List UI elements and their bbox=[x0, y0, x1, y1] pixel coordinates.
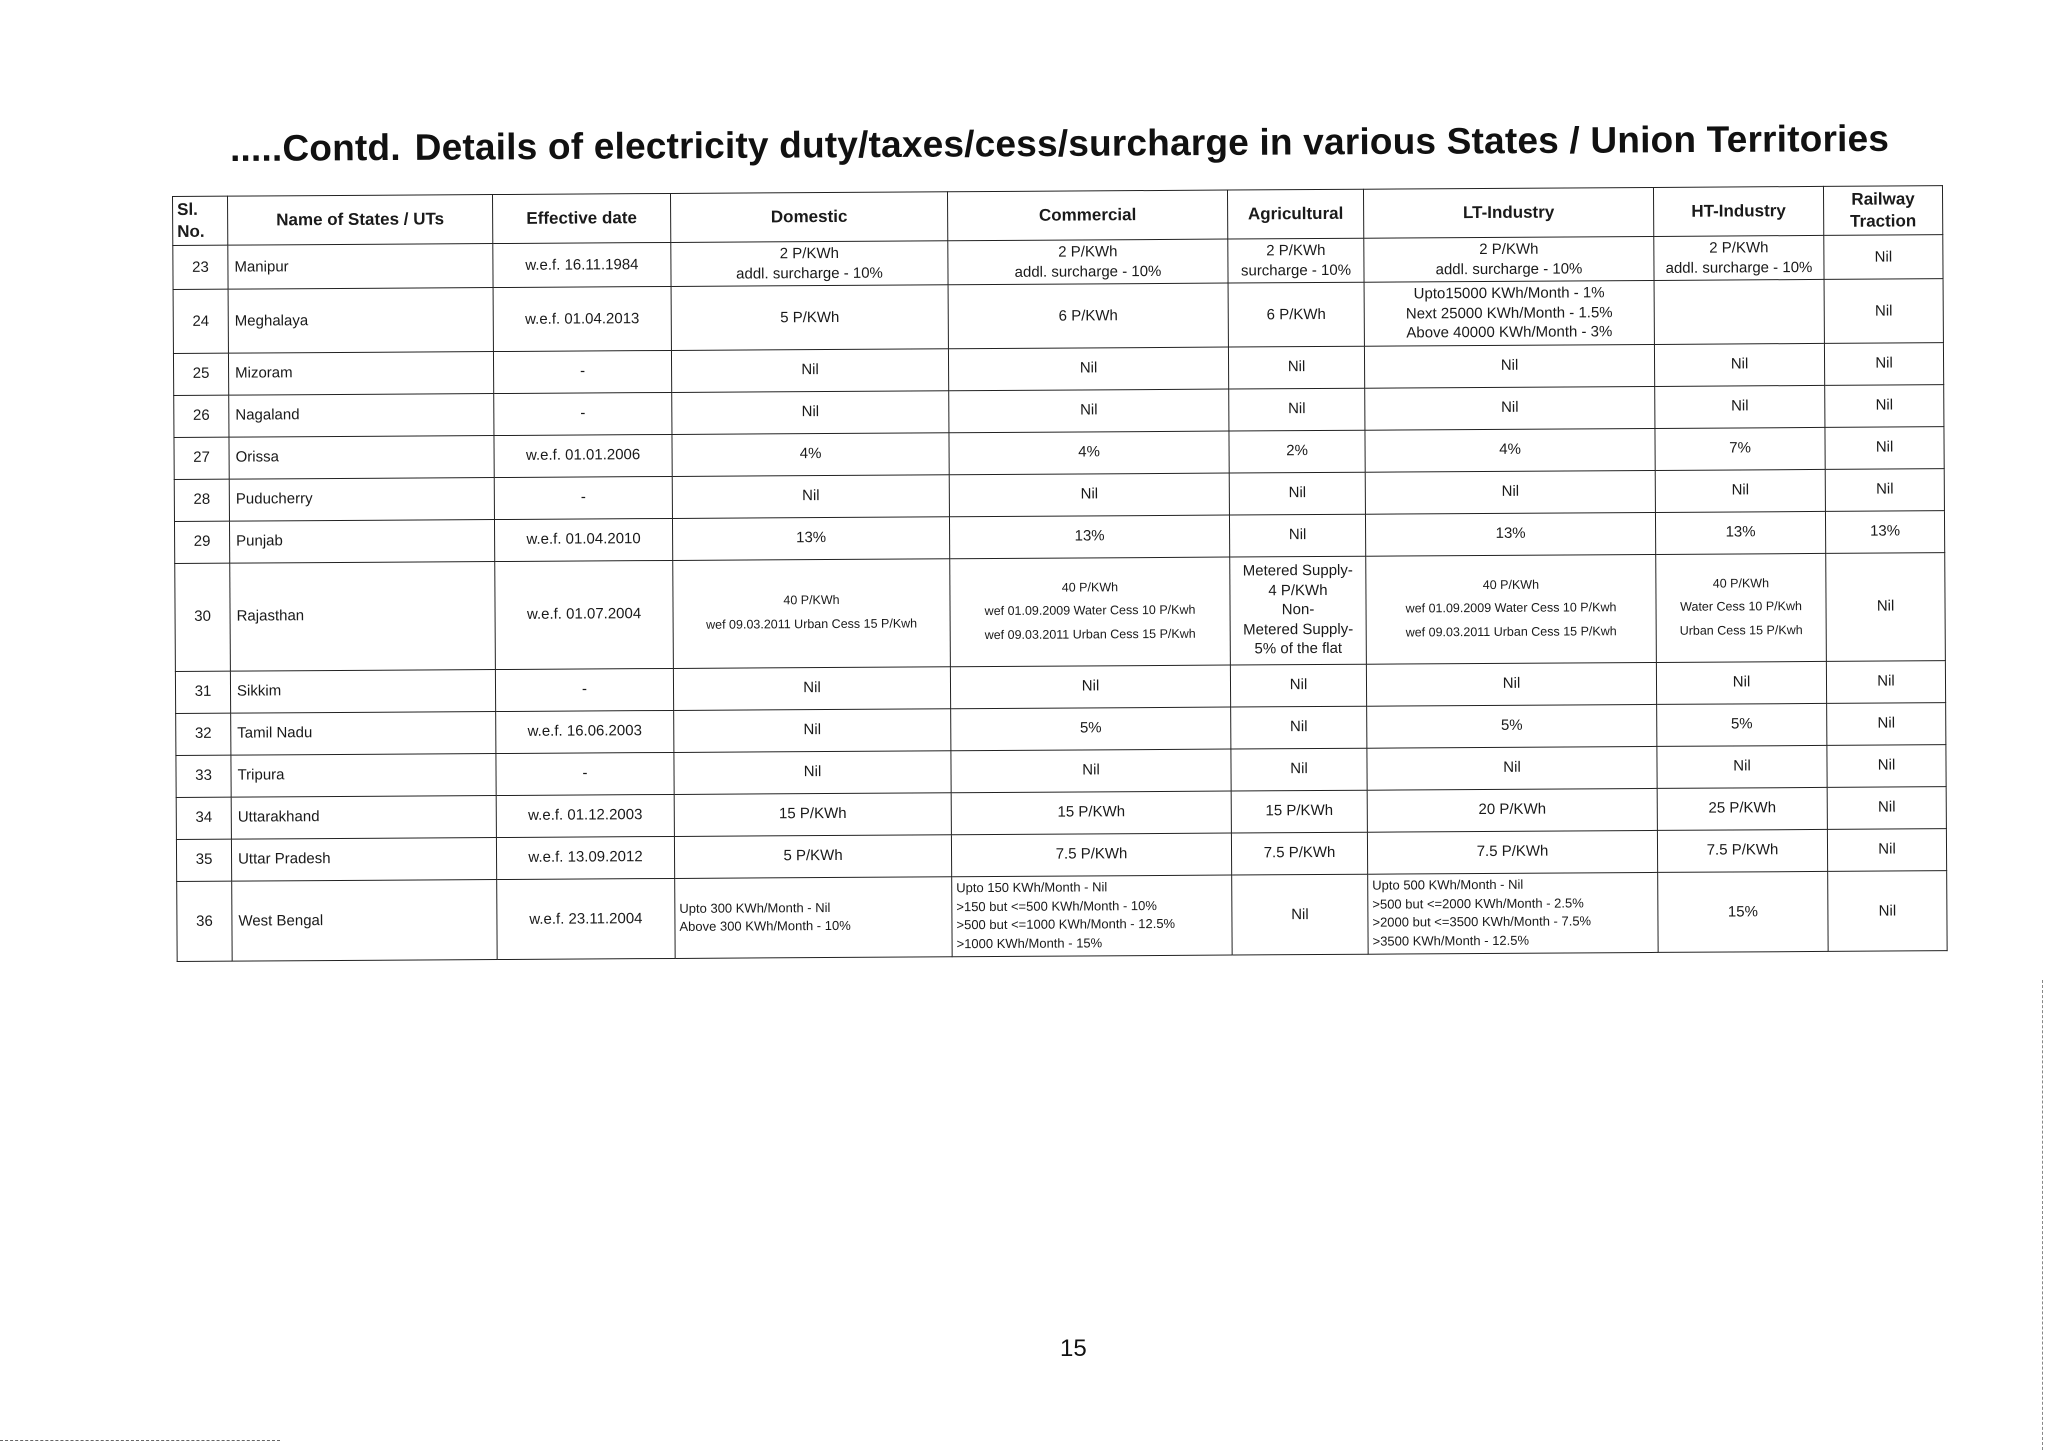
cell-commercial bbox=[952, 875, 1232, 957]
cell-railway bbox=[1824, 342, 1943, 385]
cell-agricultural bbox=[1231, 706, 1367, 749]
cell-line: 2 P/KWh bbox=[779, 245, 840, 263]
duty-table-container bbox=[172, 185, 1947, 962]
cell-line: 40 P/KWh bbox=[1712, 575, 1770, 591]
cell-effective-date: - bbox=[494, 392, 672, 435]
cell-line: 13% bbox=[796, 529, 827, 547]
cell-lt-industry bbox=[1365, 512, 1655, 556]
cell-line: wef 01.09.2009 Water Cess 10 P/Kwh bbox=[1405, 600, 1617, 616]
cell-line: Nil bbox=[1501, 483, 1520, 501]
cell-railway bbox=[1825, 426, 1944, 469]
cell-agricultural bbox=[1228, 282, 1364, 346]
cell-line: 15 P/KWh bbox=[1265, 802, 1334, 820]
cell-lt-industry bbox=[1365, 470, 1655, 514]
duty-table bbox=[172, 185, 1948, 962]
cell-line: Non- bbox=[1281, 601, 1315, 619]
cell-state: Punjab bbox=[229, 519, 494, 563]
cell-line: Nil bbox=[801, 361, 819, 379]
cell-domestic bbox=[673, 666, 950, 710]
table-body bbox=[173, 235, 1947, 962]
cell-agricultural bbox=[1228, 238, 1364, 283]
cell-railway bbox=[1825, 384, 1944, 427]
cell-line: 5% bbox=[1079, 719, 1102, 737]
cell-line: Nil bbox=[803, 679, 821, 697]
cell-ht-industry bbox=[1656, 661, 1826, 704]
cell-state: Meghalaya bbox=[228, 288, 493, 353]
cell-ht-industry bbox=[1655, 427, 1825, 470]
cell-lt-industry bbox=[1366, 554, 1657, 664]
header-lt-industry: LT-Industry bbox=[1363, 187, 1653, 238]
cell-ht-industry bbox=[1654, 280, 1824, 345]
cell-line: 15% bbox=[1727, 902, 1758, 921]
table-row bbox=[173, 279, 1943, 353]
cell-line: Nil bbox=[803, 721, 822, 739]
cell-line: 6 P/KWh bbox=[1058, 306, 1118, 325]
cell-line: 4% bbox=[1078, 443, 1100, 461]
cell-commercial bbox=[950, 665, 1230, 709]
cell-line: Nil bbox=[1875, 354, 1893, 373]
cell-line: 5% bbox=[1500, 717, 1523, 735]
cell-line: 2 P/KWh bbox=[1479, 240, 1539, 259]
cell-line: 7.5 P/KWh bbox=[1706, 841, 1779, 860]
cell-domestic bbox=[674, 792, 951, 836]
cell-domestic bbox=[671, 285, 948, 350]
cell-domestic bbox=[672, 516, 949, 560]
cell-line: 40 P/KWh bbox=[1482, 577, 1540, 592]
cell-sl-no: 34 bbox=[176, 797, 231, 839]
cell-domestic bbox=[675, 876, 952, 958]
cell-line: 4% bbox=[1499, 441, 1521, 459]
cell-lt-industry bbox=[1367, 704, 1657, 748]
cell-railway bbox=[1825, 510, 1944, 553]
table-row bbox=[177, 870, 1947, 961]
cell-line: wef 09.03.2011 Urban Cess 15 P/Kwh bbox=[1405, 624, 1617, 640]
cell-line: Nil bbox=[803, 763, 822, 781]
cell-sl-no: 27 bbox=[174, 437, 229, 479]
cell-line: 15 P/KWh bbox=[1057, 803, 1126, 822]
cell-agricultural bbox=[1228, 346, 1364, 389]
cell-state: Sikkim bbox=[230, 669, 495, 713]
cell-lt-industry bbox=[1365, 386, 1655, 430]
cell-line: Nil bbox=[1502, 675, 1521, 693]
cell-line: 4 P/KWh bbox=[1268, 581, 1328, 600]
cell-ht-industry bbox=[1655, 469, 1825, 512]
cell-commercial bbox=[949, 431, 1229, 475]
header-commercial: Commercial bbox=[947, 190, 1227, 241]
cell-commercial bbox=[951, 791, 1231, 835]
cell-agricultural bbox=[1232, 874, 1368, 955]
cell-line: Nil bbox=[801, 403, 820, 421]
cell-line: 7.5 P/KWh bbox=[1263, 844, 1336, 862]
cell-line: Upto 500 KWh/Month - Nil bbox=[1372, 876, 1524, 893]
cell-line: Nil bbox=[1289, 718, 1308, 736]
cell-line: Nil bbox=[1877, 756, 1896, 775]
cell-line: 13% bbox=[1495, 525, 1526, 543]
page-title bbox=[230, 118, 1890, 170]
cell-effective-date: w.e.f. 01.01.2006 bbox=[494, 434, 672, 477]
cell-line: >500 but <=2000 KWh/Month - 2.5% bbox=[1372, 894, 1584, 912]
cell-effective-date: w.e.f. 16.06.2003 bbox=[496, 710, 674, 753]
cell-lt-industry bbox=[1367, 746, 1657, 790]
cell-line: addl. surcharge - 10% bbox=[1014, 262, 1162, 281]
cell-commercial bbox=[950, 557, 1231, 667]
cell-ht-industry bbox=[1657, 787, 1827, 830]
cell-sl-no: 24 bbox=[173, 289, 228, 353]
cell-lt-industry bbox=[1364, 237, 1654, 283]
cell-line: Above 40000 KWh/Month - 3% bbox=[1406, 323, 1613, 342]
cell-lt-industry bbox=[1367, 788, 1657, 832]
cell-effective-date: - bbox=[496, 752, 674, 795]
cell-line: >500 but <=1000 KWh/Month - 12.5% bbox=[956, 916, 1176, 933]
cell-sl-no: 23 bbox=[173, 245, 228, 289]
scan-edge-right bbox=[2042, 980, 2043, 1450]
cell-line: Upto15000 KWh/Month - 1% bbox=[1413, 284, 1605, 303]
cell-line: 15 P/KWh bbox=[778, 805, 847, 823]
cell-lt-industry bbox=[1364, 344, 1654, 388]
cell-line: 13% bbox=[1870, 522, 1901, 541]
cell-line: wef 09.03.2011 Urban Cess 15 P/Kwh bbox=[706, 616, 918, 632]
cell-line: Next 25000 KWh/Month - 1.5% bbox=[1405, 303, 1613, 323]
cell-sl-no: 25 bbox=[173, 353, 228, 395]
cell-railway bbox=[1825, 468, 1944, 511]
cell-line: Nil bbox=[1289, 676, 1308, 694]
header-effective-date: Effective date bbox=[492, 193, 670, 243]
cell-railway bbox=[1827, 786, 1946, 829]
cell-line: Above 300 KWh/Month - 10% bbox=[679, 918, 851, 935]
cell-line: Nil bbox=[1875, 396, 1894, 415]
cell-agricultural bbox=[1231, 748, 1367, 791]
cell-line: Nil bbox=[1878, 840, 1896, 859]
cell-line: 40 P/KWh bbox=[783, 593, 840, 608]
cell-line: Nil bbox=[1081, 677, 1100, 695]
cell-line: 7% bbox=[1729, 439, 1751, 457]
cell-line: 5 P/KWh bbox=[780, 308, 840, 326]
title-text: Details of electricity duty/taxes/cess/surcharge in various States / Union Territories bbox=[414, 117, 1890, 168]
cell-state: Tripura bbox=[231, 753, 496, 797]
cell-state: Nagaland bbox=[229, 393, 494, 437]
cell-line: Nil bbox=[1876, 480, 1894, 499]
cell-agricultural bbox=[1229, 430, 1365, 473]
cell-sl-no: 36 bbox=[177, 881, 232, 962]
cell-line: >150 but <=500 KWh/Month - 10% bbox=[956, 897, 1157, 914]
cell-line: Metered Supply- bbox=[1242, 562, 1353, 580]
cell-line: Nil bbox=[1877, 714, 1896, 733]
cell-line: wef 01.09.2009 Water Cess 10 P/Kwh bbox=[984, 603, 1196, 619]
cell-railway bbox=[1824, 235, 1943, 280]
cell-state: Uttar Pradesh bbox=[231, 837, 496, 881]
cell-line: addl. surcharge - 10% bbox=[736, 264, 883, 283]
cell-effective-date: - bbox=[493, 350, 671, 393]
cell-commercial bbox=[948, 283, 1228, 348]
cell-commercial bbox=[951, 749, 1231, 793]
cell-line: 5% of the flat bbox=[1254, 640, 1343, 658]
cell-line: wef 09.03.2011 Urban Cess 15 P/Kwh bbox=[984, 626, 1196, 643]
header-state: Name of States / UTs bbox=[228, 195, 493, 246]
cell-line: Upto 300 KWh/Month - Nil bbox=[679, 899, 831, 916]
cell-line: Nil bbox=[1082, 761, 1100, 779]
cell-line: Nil bbox=[1874, 302, 1893, 320]
cell-commercial bbox=[949, 515, 1229, 559]
cell-effective-date: w.e.f. 01.12.2003 bbox=[496, 794, 674, 837]
cell-effective-date: - bbox=[495, 668, 673, 711]
cell-railway bbox=[1826, 660, 1945, 703]
cell-domestic bbox=[672, 390, 949, 434]
cell-lt-industry bbox=[1368, 872, 1658, 954]
cell-line: Nil bbox=[1500, 357, 1519, 375]
cell-railway bbox=[1826, 552, 1946, 661]
cell-state: Puducherry bbox=[229, 477, 494, 521]
cell-ht-industry bbox=[1657, 703, 1827, 746]
cell-line: Water Cess 10 P/Kwh bbox=[1680, 599, 1802, 615]
cell-line: Nil bbox=[1731, 481, 1750, 499]
cell-line: Nil bbox=[1080, 485, 1099, 503]
cell-state: Manipur bbox=[228, 244, 493, 290]
cell-line: Nil bbox=[1732, 673, 1751, 691]
table-row bbox=[175, 552, 1946, 671]
cell-line: Nil bbox=[1731, 397, 1749, 415]
cell-line: addl. surcharge - 10% bbox=[1665, 258, 1813, 277]
cell-line: 20 P/KWh bbox=[1478, 801, 1547, 819]
cell-agricultural bbox=[1230, 556, 1367, 665]
cell-ht-industry bbox=[1654, 343, 1824, 386]
cell-line: Nil bbox=[1876, 597, 1895, 616]
cell-state: Rajasthan bbox=[230, 561, 496, 671]
cell-state: Orissa bbox=[229, 435, 494, 479]
cell-domestic bbox=[671, 348, 948, 392]
cell-line: 7.5 P/KWh bbox=[1055, 845, 1128, 864]
cell-agricultural bbox=[1229, 514, 1365, 557]
cell-ht-industry bbox=[1657, 745, 1827, 788]
cell-line: 25 P/KWh bbox=[1708, 799, 1777, 818]
cell-line: Urban Cess 15 P/Kwh bbox=[1679, 623, 1803, 638]
cell-commercial bbox=[951, 833, 1231, 877]
cell-domestic bbox=[674, 708, 951, 752]
cell-commercial bbox=[948, 347, 1228, 391]
cell-line: 2% bbox=[1286, 442, 1308, 460]
scan-edge-bottom bbox=[0, 1440, 280, 1441]
cell-effective-date: - bbox=[494, 476, 672, 519]
cell-lt-industry bbox=[1366, 662, 1656, 706]
cell-lt-industry bbox=[1365, 428, 1655, 472]
cell-commercial bbox=[949, 473, 1229, 517]
cell-line: 2 P/KWh bbox=[1058, 243, 1118, 261]
cell-domestic bbox=[671, 241, 948, 287]
cell-sl-no: 35 bbox=[176, 839, 231, 881]
cell-lt-industry bbox=[1364, 281, 1654, 346]
cell-railway bbox=[1827, 744, 1946, 787]
cell-agricultural bbox=[1231, 790, 1367, 833]
cell-line: Nil bbox=[1291, 905, 1309, 923]
cell-domestic bbox=[672, 474, 949, 518]
cell-agricultural bbox=[1229, 388, 1365, 431]
cell-state: Mizoram bbox=[228, 351, 493, 395]
cell-line: Nil bbox=[1501, 399, 1519, 417]
cell-sl-no: 26 bbox=[174, 395, 229, 437]
cell-state: West Bengal bbox=[232, 879, 497, 961]
cell-line: 7.5 P/KWh bbox=[1476, 843, 1549, 861]
cell-line: Nil bbox=[1874, 248, 1893, 266]
cell-domestic bbox=[674, 750, 951, 794]
header-agricultural: Agricultural bbox=[1227, 189, 1363, 239]
cell-line: Nil bbox=[1877, 798, 1896, 817]
cell-agricultural bbox=[1231, 832, 1367, 875]
cell-line: Nil bbox=[1288, 526, 1307, 544]
cell-line: Nil bbox=[1288, 484, 1307, 502]
cell-sl-no: 30 bbox=[175, 563, 231, 671]
cell-line: Nil bbox=[1503, 759, 1521, 777]
header-ht-industry: HT-Industry bbox=[1653, 186, 1823, 236]
cell-line: Nil bbox=[1733, 757, 1751, 775]
cell-agricultural bbox=[1229, 472, 1365, 515]
header-railway-traction: Railway Traction bbox=[1823, 186, 1942, 236]
cell-line: Nil bbox=[1875, 438, 1894, 457]
cell-ht-industry bbox=[1658, 871, 1828, 952]
cell-effective-date: w.e.f. 01.04.2013 bbox=[493, 287, 671, 352]
cell-sl-no: 29 bbox=[174, 521, 229, 563]
cell-state: Uttarakhand bbox=[231, 795, 496, 839]
cell-line: 13% bbox=[1074, 527, 1105, 545]
header-domestic: Domestic bbox=[670, 192, 947, 243]
cell-line: 40 P/KWh bbox=[1061, 579, 1119, 595]
cell-line: 5 P/KWh bbox=[783, 847, 843, 865]
cell-railway bbox=[1827, 828, 1946, 871]
cell-line: 6 P/KWh bbox=[1266, 305, 1326, 324]
cell-line: Nil bbox=[1877, 672, 1895, 691]
cell-line: Nil bbox=[1287, 358, 1306, 376]
cell-domestic bbox=[673, 558, 951, 668]
cell-ht-industry bbox=[1655, 511, 1825, 554]
cell-line: Nil bbox=[1730, 355, 1749, 373]
cell-railway bbox=[1827, 702, 1946, 745]
cell-line: addl. surcharge - 10% bbox=[1435, 260, 1583, 278]
cell-domestic bbox=[674, 834, 951, 878]
cell-ht-industry bbox=[1657, 829, 1827, 872]
cell-railway bbox=[1824, 279, 1943, 343]
cell-sl-no: 33 bbox=[176, 755, 231, 797]
cell-effective-date: w.e.f. 23.11.2004 bbox=[497, 878, 675, 959]
cell-lt-industry bbox=[1367, 830, 1657, 874]
cell-line: Nil bbox=[1878, 902, 1897, 920]
cell-railway bbox=[1828, 870, 1947, 951]
cell-line: 4% bbox=[799, 445, 822, 463]
cell-line: Metered Supply- bbox=[1243, 620, 1354, 639]
cell-ht-industry bbox=[1655, 385, 1825, 428]
cell-line: Nil bbox=[1288, 400, 1306, 418]
cell-line: 2 P/KWh bbox=[1709, 239, 1769, 257]
header-sl-no: Sl. No. bbox=[173, 196, 228, 246]
cell-ht-industry bbox=[1654, 236, 1824, 281]
cell-line: Nil bbox=[802, 487, 820, 505]
cell-effective-date: w.e.f. 01.04.2010 bbox=[494, 518, 672, 561]
cell-line: Nil bbox=[1080, 401, 1098, 419]
cell-effective-date: w.e.f. 01.07.2004 bbox=[495, 560, 674, 669]
cell-line: Nil bbox=[1079, 359, 1098, 377]
cell-line: >3500 KWh/Month - 12.5% bbox=[1372, 932, 1530, 949]
cell-line: Nil bbox=[1290, 760, 1308, 778]
cell-line: 5% bbox=[1730, 715, 1753, 733]
cell-commercial bbox=[951, 707, 1231, 751]
title-prefix: .....Contd. bbox=[229, 126, 401, 169]
cell-domestic bbox=[672, 432, 949, 476]
cell-commercial bbox=[949, 389, 1229, 433]
cell-line: 2 P/KWh bbox=[1266, 242, 1326, 260]
cell-state: Tamil Nadu bbox=[231, 711, 496, 755]
cell-agricultural bbox=[1230, 664, 1366, 707]
cell-effective-date: w.e.f. 13.09.2012 bbox=[496, 836, 674, 879]
cell-commercial bbox=[948, 239, 1228, 285]
cell-sl-no: 32 bbox=[176, 713, 231, 755]
cell-ht-industry bbox=[1656, 553, 1827, 662]
cell-line: Upto 150 KWh/Month - Nil bbox=[956, 878, 1108, 895]
cell-sl-no: 28 bbox=[174, 479, 229, 521]
cell-effective-date: w.e.f. 16.11.1984 bbox=[493, 243, 671, 288]
cell-sl-no: 31 bbox=[175, 671, 230, 713]
cell-line: 13% bbox=[1725, 523, 1756, 541]
cell-line: surcharge - 10% bbox=[1240, 261, 1352, 280]
page-number: 15 bbox=[1060, 1335, 1087, 1362]
cell-line: >1000 KWh/Month - 15% bbox=[956, 935, 1103, 952]
cell-line: >2000 but <=3500 KWh/Month - 7.5% bbox=[1372, 913, 1592, 931]
